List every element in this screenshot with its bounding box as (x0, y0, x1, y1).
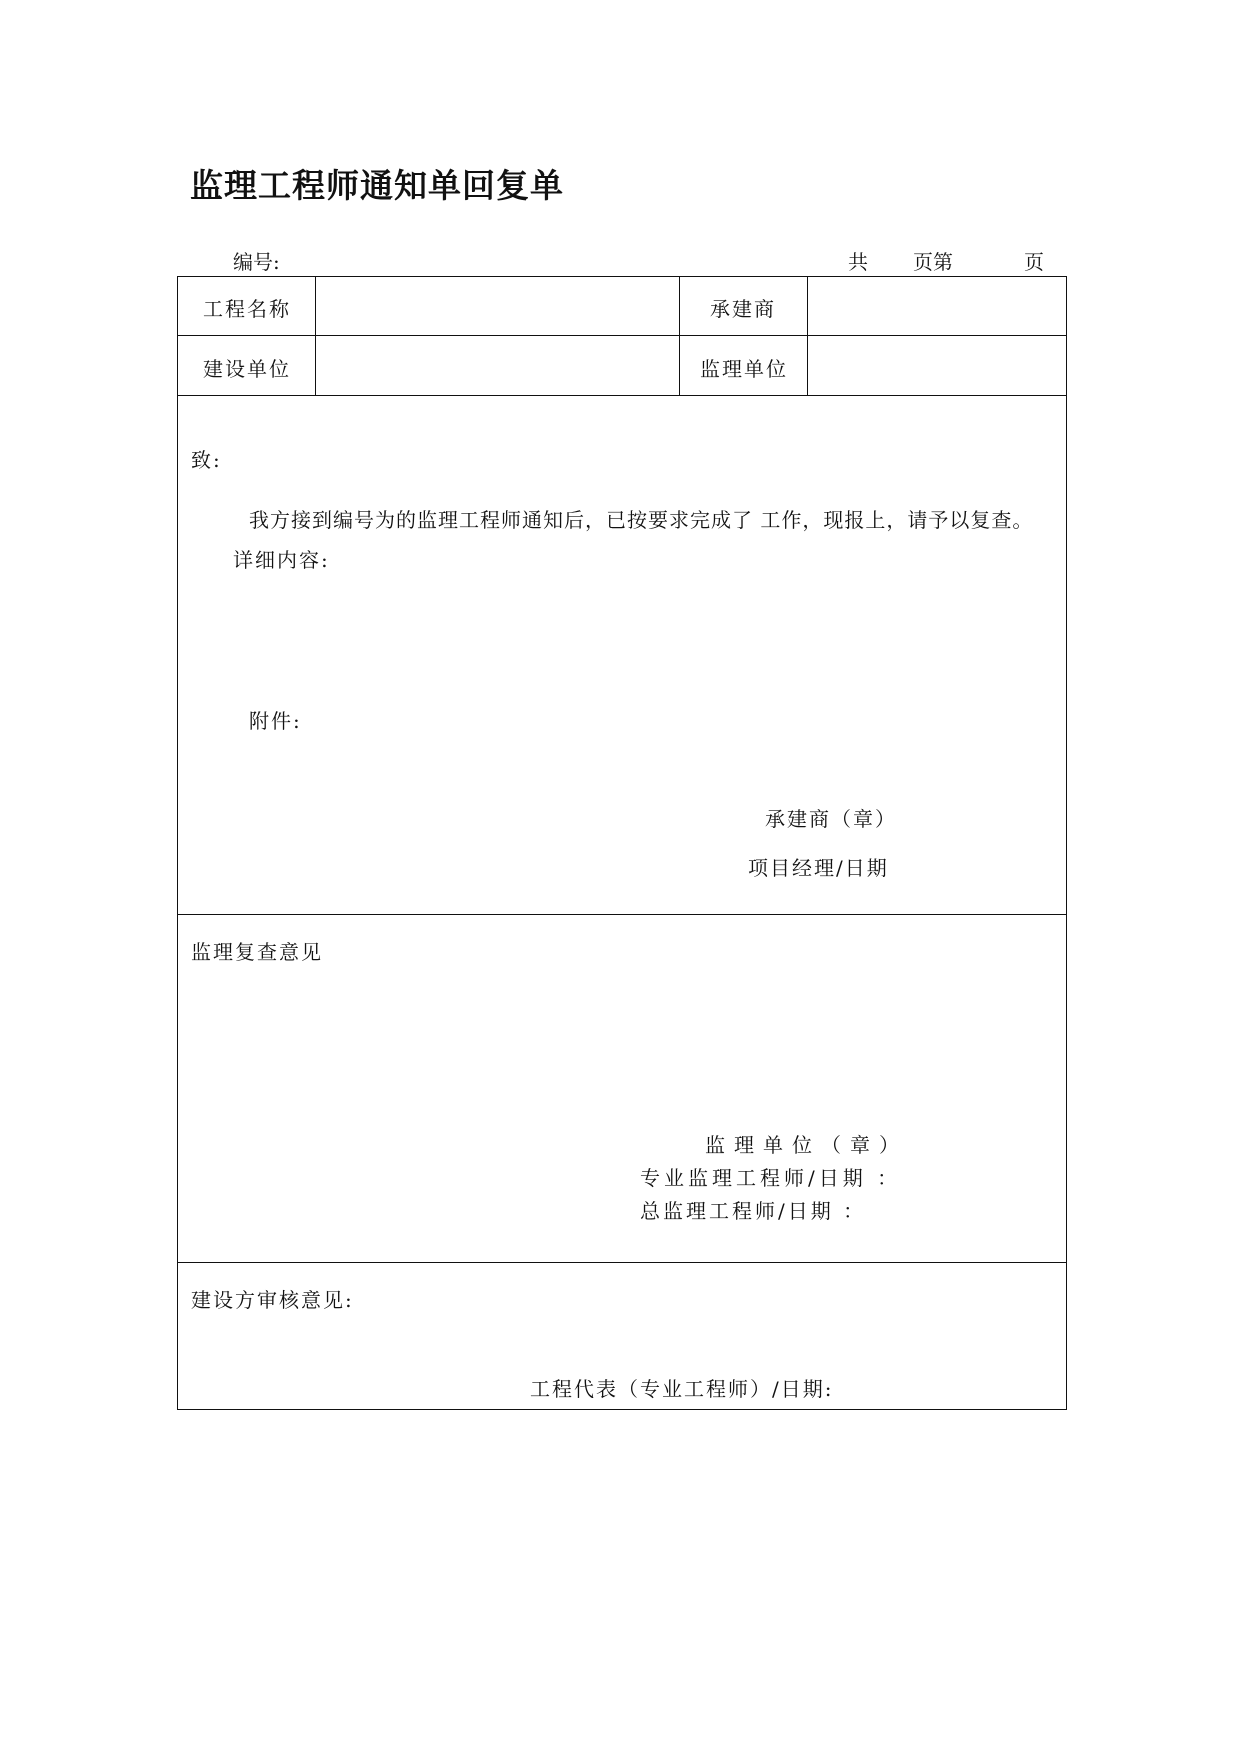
details-label: 详细内容: (233, 548, 330, 572)
supervisor-label: 监理单位 (700, 357, 788, 381)
to-label: 致: (191, 448, 222, 472)
reply-form-table (177, 276, 1067, 1410)
owner-field[interactable] (317, 337, 678, 394)
contractor-field[interactable] (809, 277, 1066, 334)
supervisor-seal: 监理单位（章） (705, 1133, 908, 1157)
page-total-label: 共 (848, 250, 868, 274)
page-current-label: 页第 (913, 250, 953, 274)
specialist-signature-date: 专业监理工程师/日期 ： (640, 1166, 902, 1190)
project-name-field[interactable] (317, 277, 678, 334)
reply-body-text: 我方接到编号为的监理工程师通知后，已按要求完成了 工作，现报上，请予以复查。 (249, 508, 1034, 532)
column-divider (315, 277, 316, 395)
chief-signature-date: 总监理工程师/日期 ： (640, 1199, 867, 1223)
page-end-label: 页 (1024, 250, 1044, 274)
review-heading: 监理复查意见 (191, 940, 323, 964)
contractor-label: 承建商 (710, 297, 776, 321)
project-name-label: 工程名称 (203, 297, 291, 321)
attachment-label: 附件: (249, 709, 302, 733)
row-divider (178, 395, 1066, 396)
pm-signature-date: 项目经理/日期 (748, 856, 889, 880)
supervisor-field[interactable] (809, 337, 1066, 394)
owner-rep-signature-date: 工程代表（专业工程师）/日期: (530, 1377, 834, 1401)
owner-label: 建设单位 (203, 357, 291, 381)
row-divider (178, 914, 1066, 915)
row-divider (178, 335, 1066, 336)
page-title: 监理工程师通知单回复单 (190, 166, 564, 205)
column-divider (807, 277, 808, 395)
column-divider (679, 277, 680, 395)
row-divider (178, 1262, 1066, 1263)
number-label: 编号: (233, 250, 280, 274)
owner-review-heading: 建设方审核意见: (191, 1288, 354, 1312)
contractor-seal: 承建商（章） (765, 807, 897, 831)
